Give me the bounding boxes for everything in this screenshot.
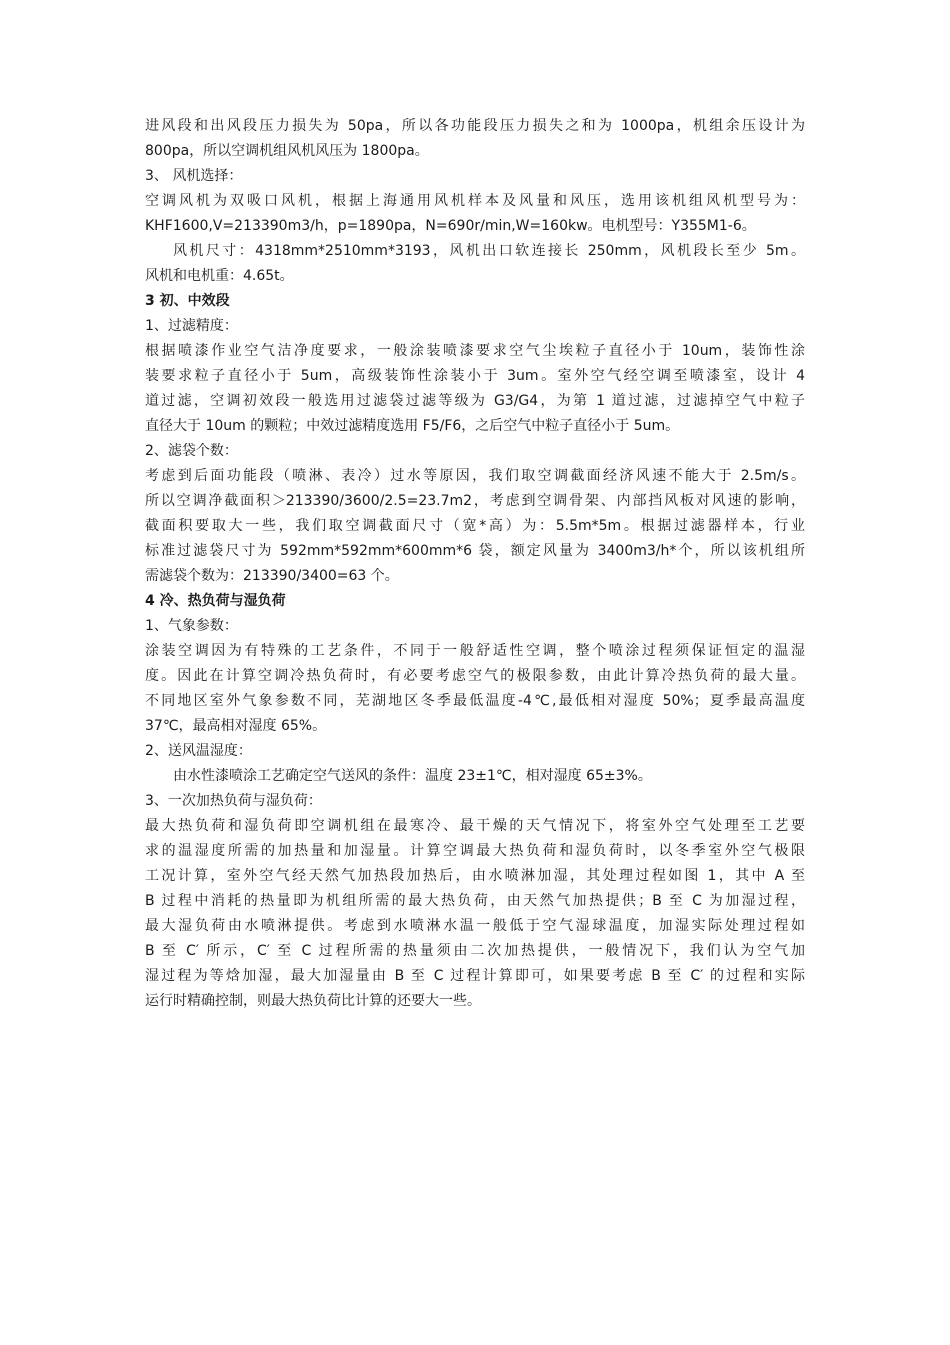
text-line: 空调风机为双吸口风机，根据上海通用风机样本及风量和风压，选用该机组风机型号为： xyxy=(145,193,805,209)
text-line: 工况计算，室外空气经天然气加热段加热后，由水喷淋加湿，其处理过程如图 1，其中 A 至 xyxy=(145,868,805,884)
text-line: 所以空调净截面积＞213390/3600/2.5=23.7m2，考虑到空调骨架、内部挡风板对风速的影响， xyxy=(145,493,805,509)
text-line: 最大热负荷和湿负荷即空调机组在最寒冷、最干燥的天气情况下，将室外空气处理至工艺要 xyxy=(145,818,805,834)
text-line: 直径大于 10um 的颗粒；中效过滤精度选用 F5/F6，之后空气中粒子直径小于 5um。 xyxy=(145,418,680,434)
text-line: 800pa，所以空调机组风机风压为 1800pa。 xyxy=(145,143,429,159)
section-heading: 4 冷、热负荷与湿负荷 xyxy=(145,593,286,609)
text-line: 由水性漆喷涂工艺确定空气送风的条件：温度 23±1℃，相对湿度 65±3%。 xyxy=(173,768,652,784)
text-line: 2、送风温湿度： xyxy=(145,743,252,759)
text-line: 1、过滤精度： xyxy=(145,318,238,334)
text-line: 风机和电机重：4.65t。 xyxy=(145,268,294,284)
text-line: 2、滤袋个数： xyxy=(145,443,238,459)
text-line: 37℃，最高相对湿度 65%。 xyxy=(145,718,327,734)
text-line: 运行时精确控制，则最大热负荷比计算的还要大一些。 xyxy=(145,993,481,1009)
text-line: 截面积要取大一些，我们取空调截面尺寸（宽*高）为：5.5m*5m。根据过滤器样本，行业 xyxy=(145,518,805,534)
text-line: 最大湿负荷由水喷淋提供。考虑到水喷淋水温一般低于空气湿球温度，加湿实际处理过程如 xyxy=(145,918,805,934)
text-line: 风机尺寸：4318mm*2510mm*3193，风机出口软连接长 250mm，风机段长至少 5m。 xyxy=(173,243,805,259)
text-line: 涂装空调因为有特殊的工艺条件，不同于一般舒适性空调，整个喷涂过程须保证恒定的温湿 xyxy=(145,643,805,659)
text-line: 需滤袋个数为：213390/3400=63 个。 xyxy=(145,568,399,584)
text-line: 3、一次加热负荷与湿负荷： xyxy=(145,793,322,809)
text-line: KHF1600,V=213390m3/h，p=1890pa，N=690r/min,W=160kw。电机型号：Y355M1-6。 xyxy=(145,218,756,234)
text-line: 进风段和出风段压力损失为 50pa，所以各功能段压力损失之和为 1000pa，机组余压设计为 xyxy=(145,118,805,134)
text-line: 道过滤，空调初效段一般选用过滤袋过滤等级为 G3/G4，为第 1 道过滤，过滤掉空气中粒子 xyxy=(145,393,805,409)
text-line: B 至 C′ 所示，C′ 至 C 过程所需的热量须由二次加热提供，一般情况下，我们认为空气加 xyxy=(145,943,805,959)
text-line: 3、 风机选择： xyxy=(145,168,243,184)
text-line: 求的温湿度所需的加热量和加湿量。计算空调最大热负荷和湿负荷时，以冬季室外空气极限 xyxy=(145,843,805,859)
section-heading: 3 初、中效段 xyxy=(145,293,230,309)
document-body xyxy=(145,114,805,1014)
text-line: 不同地区室外气象参数不同，芜湖地区冬季最低温度-4℃,最低相对湿度 50%；夏季最高温度 xyxy=(145,693,805,709)
text-line: 度。因此在计算空调冷热负荷时，有必要考虑空气的极限参数，由此计算冷热负荷的最大量。 xyxy=(145,668,805,684)
text-line: 湿过程为等焓加湿，最大加湿量由 B 至 C 过程计算即可，如果要考虑 B 至 C′ 的过程和实际 xyxy=(145,968,805,984)
text-line: B 过程中消耗的热量即为机组所需的最大热负荷，由天然气加热提供；B 至 C 为加湿过程， xyxy=(145,893,805,909)
text-line: 标准过滤袋尺寸为 592mm*592mm*600mm*6 袋，额定风量为 3400m3/h*个，所以该机组所 xyxy=(145,543,805,559)
text-line: 装要求粒子直径小于 5um，高级装饰性涂装小于 3um。室外空气经空调至喷漆室，设计 4 xyxy=(145,368,805,384)
text-line: 考虑到后面功能段（喷淋、表冷）过水等原因，我们取空调截面经济风速不能大于 2.5m/s。 xyxy=(145,468,805,484)
text-line: 根据喷漆作业空气洁净度要求，一般涂装喷漆要求空气尘埃粒子直径小于 10um，装饰性涂 xyxy=(145,343,805,359)
text-line: 1、气象参数： xyxy=(145,618,238,634)
